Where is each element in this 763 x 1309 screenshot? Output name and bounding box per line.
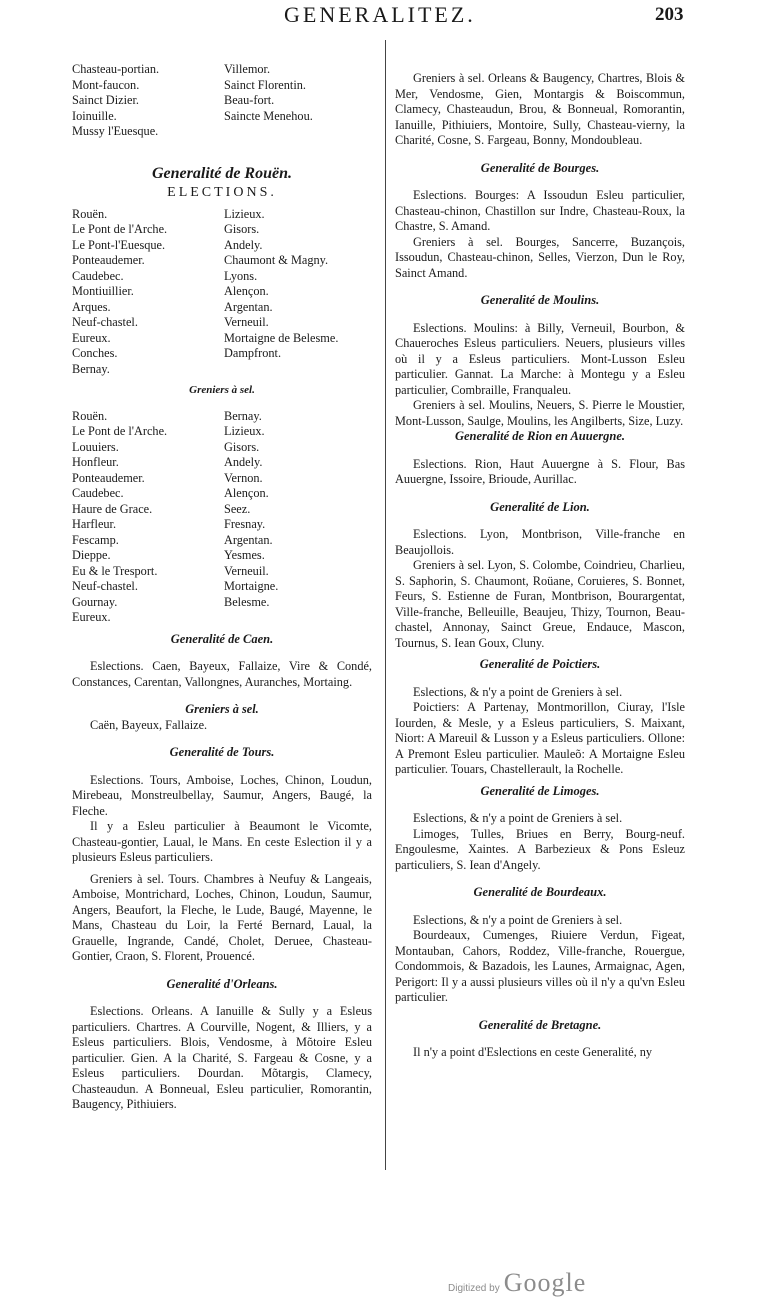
election-entry: Argentan. (224, 299, 273, 314)
election-entry: Neuf-chastel. (72, 315, 138, 329)
grenier-entry: Belesme. (224, 594, 270, 609)
orleans-title: Generalité d'Orleans. (166, 976, 278, 991)
lion-title: Generalité de Lion. (490, 499, 590, 514)
bretagne-body: Il n'y a point d'Eslections en ceste Generalité, ny (413, 1045, 653, 1059)
column-divider (385, 40, 386, 1170)
place-entry: Ioinuille. (72, 108, 117, 123)
place-entry: Mont-faucon. (72, 77, 140, 92)
grenier-entry: Verneuil. (224, 563, 269, 578)
bourges-title: Generalité de Bourges. (480, 160, 600, 175)
rion-title: Generalité de Rion en Auuergne. (454, 429, 626, 443)
grenier-entry: Louuiers. (72, 439, 119, 454)
election-entry: Le Pont-l'Euesque. (72, 237, 166, 252)
grenier-entry (224, 610, 372, 626)
rouen-title: Generalité de Rouën. (152, 164, 292, 182)
election-entry: Arques. (72, 299, 111, 314)
orleans-greniers: Greniers à sel. Orleans & Baugency, Chartres, Blois & Mer, Vendosme, Gien, Montargis & Boiscommun, Clamecy, Chasteaudun, Brou, & Bonneual, Romorantin, Ianuille, Pithiuiers, Montoire, Sully, Chasteau-vierny, la Charité, Cosne, S. Fargeau, Bonny, Mondoubleau. (395, 71, 685, 147)
tours-elections: Eslections. Tours, Amboise, Loches, Chinon, Loudun, Mirebeau, Monstreulbellay, Saumur, Angers, Baugé, la Fleche. (72, 772, 372, 818)
grenier-entry: Neuf-chastel. (72, 579, 138, 593)
right-column (395, 71, 685, 1061)
lion-greniers: Greniers à sel. Lyon, S. Colombe, Coindrieu, Charlieu, S. Saphorin, S. Chaumont, Roüane, Coruieres, S. Bonnet, Feurs, S. Estienne de Furan, Montbrison, Bourargentat, Ville-franche, Belleuille, Beaujeu, Thizy, Tournon, Beau-chastel, Annonay, Sainct Greue, Endauce, Mascon, Tournus, S. Iean Goux, Cluny. (395, 558, 685, 650)
limoges-elections: Eslections, & n'y a point de Greniers à sel. (413, 811, 623, 825)
election-entry: Alençon. (224, 284, 269, 298)
election-entry: Lyons. (224, 268, 258, 283)
grenier-entry: Bernay. (224, 408, 262, 423)
election-entry: Gisors. (224, 222, 260, 236)
page-number: 203 (655, 4, 684, 25)
caen-greniers: Caën, Bayeux, Fallaize. (90, 717, 208, 732)
grenier-entry: Ponteaudemer. (72, 470, 145, 485)
rouen-greniers-list (72, 409, 372, 626)
election-entry: Ponteaudemer. (72, 253, 145, 267)
grenier-entry: Rouën. (72, 408, 108, 423)
grenier-entry: Andely. (224, 455, 263, 469)
grenier-entry: Vernon. (224, 470, 263, 485)
election-entry: Andely. (224, 237, 263, 252)
election-entry: Dampfront. (224, 346, 282, 360)
place-entry: Saincte Menehou. (224, 108, 313, 123)
election-entry: Mortaigne de Belesme. (224, 330, 339, 345)
grenier-entry: Caudebec. (72, 486, 124, 500)
running-title: GENERALITEZ. (284, 2, 476, 27)
grenier-entry: Gournay. (72, 594, 118, 609)
grenier-entry: Le Pont de l'Arche. (72, 424, 168, 438)
caen-title: Generalité de Caen. (170, 631, 274, 646)
grenier-entry: Dieppe. (72, 548, 111, 562)
bourges-greniers: Greniers à sel. Bourges, Sancerre, Buzançois, Issoudun, Chasteau-chinon, Selles, Vierzon, Dun le Roy, Sainct Amand. (395, 234, 685, 280)
place-entry: Mussy l'Euesque. (72, 124, 159, 138)
place-entry: Chasteau-portian. (72, 62, 160, 76)
bretagne-title: Generalité de Bretagne. (478, 1017, 602, 1032)
limoges-body: Limoges, Tulles, Briues en Berry, Bourg-neuf. Engoulesme, Xaintes. A Barbezieux & Pons Esleuz particuliers, S. Iean d'Angely. (395, 826, 685, 872)
rouen-elections-list (72, 207, 372, 378)
watermark-prefix: Digitized by (448, 1283, 500, 1294)
grenier-entry: Gisors. (224, 439, 260, 454)
poictiers-body: Poictiers: A Partenay, Montmorillon, Ciuray, l'Isle Iourden, & Mesle, y a Esleus particuliers, S. Maixant, Niort: A Mareuil & Lusson y a Esleus particuliers. Ollone: A Premont Esleu particulier. Mauleõ: A Mortaigne Esleu particulier. Touars, Chastellerault, la Rochelle. (395, 700, 685, 776)
caen-greniers-heading: Greniers à sel. (185, 702, 259, 716)
grenier-entry: Fresnay. (224, 517, 266, 531)
place-entry: Beau-fort. (224, 93, 275, 107)
election-entry: Verneuil. (224, 315, 269, 329)
election-entry: Chaumont & Magny. (224, 253, 329, 267)
lion-elections: Eslections. Lyon, Montbrison, Ville-franche en Beaujollois. (395, 527, 685, 557)
election-entry: Eureux. (72, 330, 111, 345)
election-entry: Rouën. (72, 206, 108, 221)
bourdeaux-elections: Eslections, & n'y a point de Greniers à sel. (413, 912, 623, 927)
grenier-entry: Haure de Grace. (72, 501, 153, 516)
bourdeaux-title: Generalité de Bourdeaux. (473, 885, 607, 899)
grenier-entry: Alençon. (224, 486, 269, 500)
place-entry: Sainct Florentin. (224, 77, 306, 92)
place-entry (224, 124, 372, 140)
digitized-watermark (448, 1268, 586, 1298)
moulins-greniers: Greniers à sel. Moulins, Neuers, S. Pierre le Moustier, Mont-Lusson, Saulge, Moulins, les Angilberts, Size, Luzy. (395, 398, 685, 428)
tours-greniers: Greniers à sel. Tours. Chambres à Neufuy & Langeais, Amboise, Montrichard, Loches, Chinon, Loudun, Saumur, Angers, Beaufort, la Fleche, le Lude, Baugé, Mayenne, le Mans, Chasteau du Loir, la Ferté Bernard, Laual, la Grauelle, Ingrande, Candé, Cholet, Deruee, Chasteau-Gontier, Craon, S. Florent, Prouencé. (72, 871, 372, 963)
limoges-title: Generalité de Limoges. (480, 783, 600, 798)
poictiers-elections: Eslections, & n'y a point de Greniers à sel. (413, 684, 623, 699)
orleans-elections: Eslections. Orleans. A Ianuille & Sully y a Esleus particuliers. Chartres. A Courville, Nogent, & Illiers, y a Esleus particuliers. Blois, Vendosme, à Mõtoire Esleu particulier. Gien. A la Charité, S. Fargeau & Cosne, y a Esleus particuliers. Dourdan. Mõtargis, Clamecy, Chasteaudun. A Bonneual, Esleu particulier, Romorantin, Baugency, Pithiuiers. (72, 1004, 372, 1111)
place-entry: Sainct Dizier. (72, 93, 139, 107)
bourdeaux-body: Bourdeaux, Cumenges, Riuiere Verdun, Figeat, Montauban, Cahors, Roddez, Ville-franche, Rouergue, Condommois, & Bazadois, les Launes, Armaignac, Agen, Perigort: Il y a aussi plusieurs villes où il n'y a qu'vn Esleu particulier. (395, 928, 685, 1004)
moulins-elections: Eslections. Moulins: à Billy, Verneuil, Bourbon, & Chaueroches Esleus particuliers. Neuers, plusieurs villes où il y a Esleus particuliers. Mont-Lusson Esleu particulier. Gannat. La Marche: à Montegu y a Esleu particulier, Combraille, Franqualeu. (395, 320, 685, 397)
moulins-title: Generalité de Moulins. (480, 293, 600, 307)
grenier-entry: Seez. (224, 501, 251, 516)
election-entry: Conches. (72, 346, 118, 360)
election-entry: Le Pont de l'Arche. (72, 222, 168, 236)
grenier-entry: Fescamp. (72, 532, 119, 547)
grenier-entry: Argentan. (224, 532, 273, 547)
election-entry: Lizieux. (224, 206, 265, 221)
grenier-entry: Mortaigne. (224, 579, 279, 593)
top-place-list (72, 62, 372, 140)
grenier-entry: Honfleur. (72, 455, 119, 469)
rouen-elections-heading: ELECTIONS. (167, 185, 277, 200)
rouen-greniers-heading: Greniers à sel. (189, 384, 255, 396)
election-entry: Bernay. (72, 361, 110, 376)
grenier-entry: Lizieux. (224, 424, 265, 438)
caen-elections: Eslections. Caen, Bayeux, Fallaize, Vire & Condé, Constances, Carentan, Vallongnes, Auranches, Mortaing. (72, 659, 372, 689)
tours-esleus: Il y a Esleu particulier à Beaumont le Vicomte, Chasteau-gontier, Laual, le Mans. En ceste Eslection il y a plusieurs Esleus particuliers. (72, 819, 372, 864)
place-entry: Villemor. (224, 62, 271, 76)
bourges-elections: Eslections. Bourges: A Issoudun Esleu particulier, Chasteau-chinon, Chastillon sur Indre, Chasteau-Roux, la Chastre, S. Amand. (395, 188, 685, 233)
google-logo: Google (503, 1268, 587, 1297)
tours-title: Generalité de Tours. (169, 745, 275, 759)
poictiers-title: Generalité de Poictiers. (479, 657, 601, 671)
grenier-entry: Eureux. (72, 610, 111, 624)
election-entry: Caudebec. (72, 268, 124, 283)
left-column (72, 62, 372, 1113)
election-entry (224, 362, 372, 378)
rion-elections: Eslections. Rion, Haut Auuergne à S. Flour, Bas Auuergne, Issoire, Brioude, Aurillac. (395, 456, 685, 486)
grenier-entry: Harfleur. (72, 517, 117, 531)
grenier-entry: Eu & le Tresport. (72, 563, 158, 578)
election-entry: Montiuillier. (72, 284, 134, 298)
grenier-entry: Yesmes. (224, 548, 265, 562)
